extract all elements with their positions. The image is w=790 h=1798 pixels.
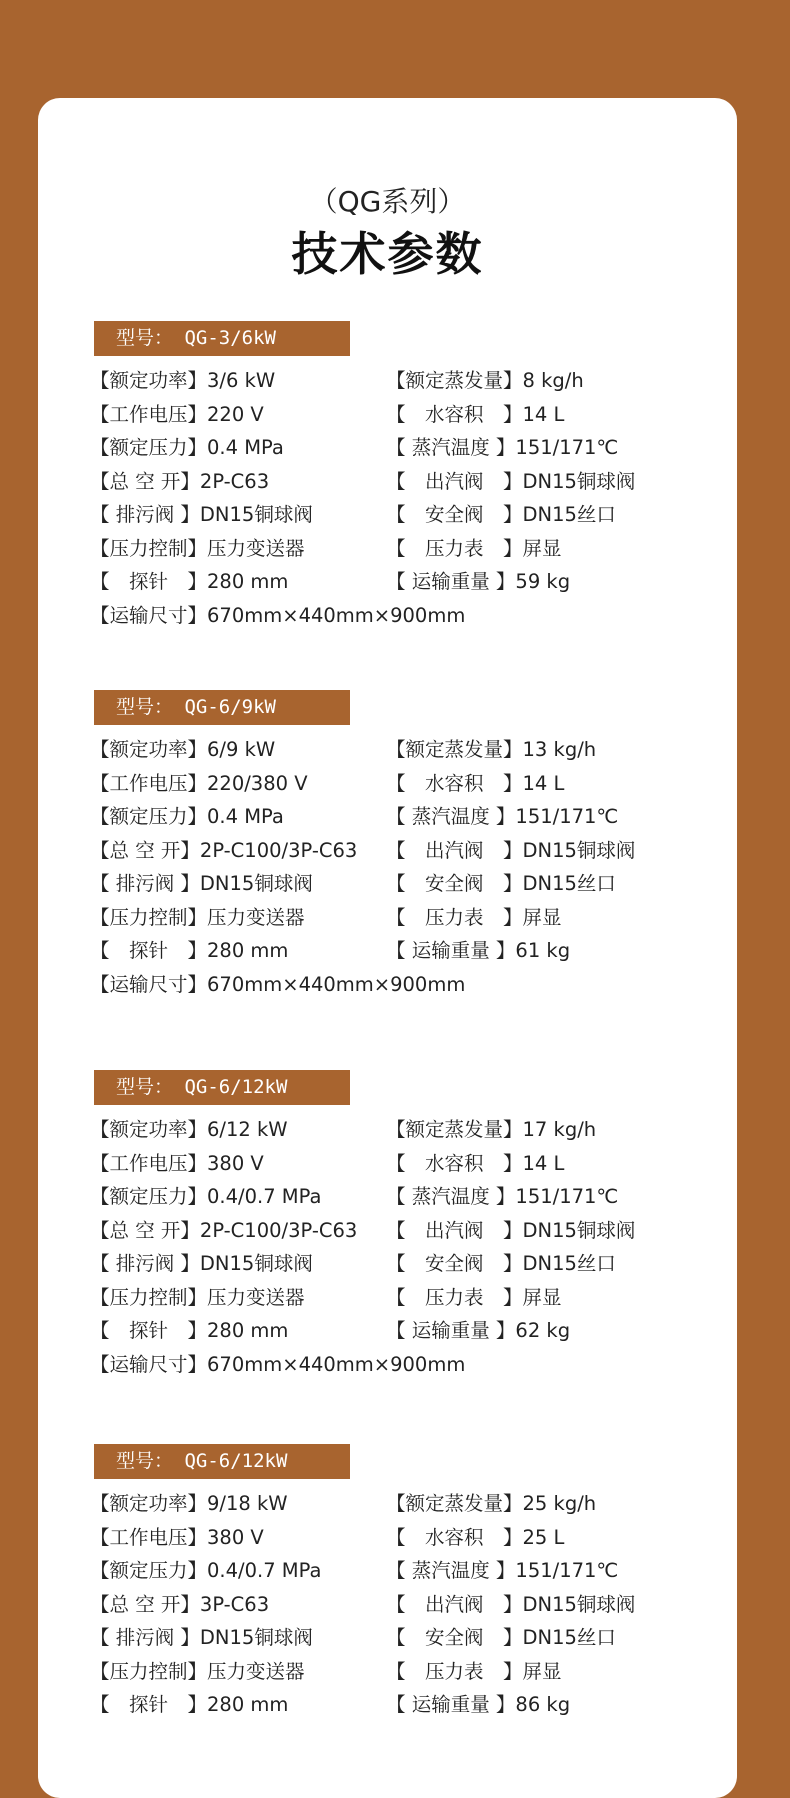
spec-value: 2P-C100/3P-C63 [199,1218,358,1242]
spec-key: 【 运输重量 】 [386,1319,516,1342]
right-spec [386,1521,564,1554]
spec-value: 压力变送器 [207,536,305,560]
spec-row [90,364,704,398]
spec-value: 61 kg [515,939,571,962]
spec-key: 【 排污阀 】 [90,872,200,895]
spec-key: 【 排污阀 】 [90,1252,200,1275]
left-spec [90,498,313,531]
spec-value: 2P-C100/3P-C63 [199,838,358,862]
spec-key: 【 运输重量 】 [386,939,516,962]
spec-value: 62 kg [515,1319,571,1342]
spec-key: 【总 空 开】 [90,469,200,493]
spec-row [90,1314,704,1348]
left-spec [90,398,264,431]
spec-key: 【额定压力】 [90,1559,208,1582]
spec-key: 【额定压力】 [90,436,208,459]
spec-row [90,1281,704,1315]
left-spec [90,934,288,967]
spec-key: 【压力控制】 [90,905,208,929]
left-spec [90,834,357,867]
spec-row [90,498,704,532]
left-spec [90,465,269,498]
spec-value: 13 kg/h [522,738,597,761]
spec-row [90,1180,704,1214]
spec-value: 屏显 [522,1659,562,1683]
right-spec [386,1554,618,1587]
spec-value: DN15铜球阀 [522,1218,636,1242]
spec-section-3 [90,1070,704,1381]
spec-key: 【工作电压】 [90,1525,208,1549]
spec-value: 14 L [522,1151,565,1175]
spec-value: 压力变送器 [207,905,305,929]
spec-value: 屏显 [522,1285,562,1309]
spec-value: 151/171℃ [515,1559,619,1582]
spec-key: 【 探针 】 [90,939,208,962]
spec-value: DN15铜球阀 [199,872,313,895]
spec-row [90,1588,704,1622]
spec-value: 220/380 V [207,771,308,795]
right-spec [386,1113,596,1146]
spec-value: 280 mm [207,1319,289,1342]
spec-rows [90,1113,704,1381]
left-spec [90,1655,305,1688]
spec-key: 【压力控制】 [90,536,208,560]
right-spec [386,431,618,464]
spec-row [90,834,704,868]
spec-row [90,1655,704,1689]
left-spec [90,1487,288,1520]
spec-value: 压力变送器 [207,1285,305,1309]
series-subtitle: （QG系列） [309,185,466,218]
left-spec [90,1348,465,1381]
spec-key: 【 安全阀 】 [386,872,523,895]
left-spec [90,1688,288,1721]
spec-key: 【 排污阀 】 [90,503,200,526]
spec-row [90,465,704,499]
spec-value: DN15铜球阀 [199,1252,313,1275]
left-spec [90,1281,305,1314]
spec-key: 【 运输重量 】 [386,570,516,593]
spec-value: DN15丝口 [522,503,616,526]
spec-key: 【压力控制】 [90,1285,208,1309]
right-spec [386,465,635,498]
spec-key: 【 探针 】 [90,1319,208,1342]
spec-key: 【总 空 开】 [90,1592,200,1616]
spec-value: 6/9 kW [207,738,276,761]
spec-key: 【总 空 开】 [90,838,200,862]
spec-key: 【运输尺寸】 [90,1352,208,1376]
spec-value: 59 kg [515,570,571,593]
spec-value: 2P-C63 [199,469,270,493]
left-spec [90,1247,313,1280]
right-spec [386,800,618,833]
spec-key: 【额定压力】 [90,1185,208,1208]
model-label: 型号： QG-6/12kW [94,1070,350,1105]
spec-key: 【 蒸汽温度 】 [386,805,516,828]
spec-key: 【 水容积 】 [386,771,523,795]
spec-value: 280 mm [207,570,289,593]
spec-key: 【工作电压】 [90,1151,208,1175]
left-spec [90,733,275,766]
right-spec [386,1147,564,1180]
spec-value: 6/12 kW [207,1118,288,1141]
spec-value: 380 V [207,1525,264,1549]
spec-key: 【工作电压】 [90,402,208,426]
spec-rows [90,733,704,1001]
spec-key: 【额定蒸发量】 [386,1492,523,1515]
spec-key: 【 安全阀 】 [386,503,523,526]
spec-key: 【 水容积 】 [386,1525,523,1549]
spec-key: 【 出汽阀 】 [386,1218,523,1242]
spec-value: 151/171℃ [515,805,619,828]
spec-key: 【 水容积 】 [386,402,523,426]
spec-row [90,1113,704,1147]
spec-value: 280 mm [207,939,289,962]
spec-key: 【运输尺寸】 [90,972,208,996]
spec-row [90,1214,704,1248]
spec-value: 8 kg/h [522,369,584,392]
left-spec [90,1621,313,1654]
spec-key: 【 压力表 】 [386,536,523,560]
spec-value: 压力变送器 [207,1659,305,1683]
right-spec [386,834,635,867]
right-spec [386,767,564,800]
left-spec [90,867,313,900]
right-spec [386,1214,635,1247]
spec-row [90,1554,704,1588]
left-spec [90,364,275,397]
left-spec [90,1588,269,1621]
spec-value: DN15丝口 [522,1626,616,1649]
spec-row [90,1688,704,1722]
spec-value: 14 L [522,771,565,795]
right-spec [386,867,616,900]
spec-key: 【 安全阀 】 [386,1626,523,1649]
left-spec [90,1113,288,1146]
spec-row [90,934,704,968]
spec-rows [90,1487,704,1722]
spec-row [90,867,704,901]
right-spec [386,1281,562,1314]
spec-key: 【 蒸汽温度 】 [386,1559,516,1582]
spec-value: 86 kg [515,1693,571,1716]
page-title: 技术参数 [291,227,484,281]
spec-row [90,968,704,1002]
spec-key: 【工作电压】 [90,771,208,795]
spec-row [90,800,704,834]
spec-row [90,733,704,767]
spec-section-1 [90,321,704,632]
model-label: 型号： QG-6/9kW [94,690,350,725]
spec-value: DN15铜球阀 [522,469,636,493]
spec-key: 【 探针 】 [90,570,208,593]
spec-key: 【压力控制】 [90,1659,208,1683]
spec-section-2 [90,690,704,1001]
right-spec [386,364,584,397]
spec-row [90,767,704,801]
spec-row [90,565,704,599]
right-spec [386,733,596,766]
right-spec [386,1588,635,1621]
right-spec [386,398,564,431]
spec-value: DN15铜球阀 [522,1592,636,1616]
right-spec [386,901,562,934]
left-spec [90,1521,264,1554]
spec-key: 【额定压力】 [90,805,208,828]
spec-key: 【 压力表 】 [386,1285,523,1309]
spec-value: 9/18 kW [207,1492,288,1515]
spec-row [90,1521,704,1555]
left-spec [90,1147,264,1180]
spec-key: 【 蒸汽温度 】 [386,436,516,459]
spec-key: 【 水容积 】 [386,1151,523,1175]
left-spec [90,532,305,565]
spec-key: 【 出汽阀 】 [386,838,523,862]
right-spec [386,565,570,598]
spec-row [90,1621,704,1655]
left-spec [90,800,284,833]
right-spec [386,1487,596,1520]
right-spec [386,1655,562,1688]
spec-value: DN15铜球阀 [522,838,636,862]
spec-value: 220 V [207,402,264,426]
spec-card [38,98,737,1798]
spec-key: 【 蒸汽温度 】 [386,1185,516,1208]
left-spec [90,1554,321,1587]
spec-key: 【额定蒸发量】 [386,1118,523,1141]
spec-value: 14 L [522,402,565,426]
spec-value: 280 mm [207,1693,289,1716]
spec-row [90,532,704,566]
spec-section-4 [90,1444,704,1722]
spec-value: 670mm×440mm×900mm [207,603,466,627]
spec-value: 0.4 MPa [207,805,284,828]
spec-key: 【额定功率】 [90,1492,208,1515]
spec-value: DN15铜球阀 [199,503,313,526]
spec-value: 670mm×440mm×900mm [207,972,466,996]
spec-value: 0.4/0.7 MPa [207,1185,322,1208]
right-spec [386,1688,570,1721]
spec-key: 【额定功率】 [90,738,208,761]
spec-value: 25 kg/h [522,1492,597,1515]
spec-key: 【 探针 】 [90,1693,208,1716]
spec-value: 670mm×440mm×900mm [207,1352,466,1376]
spec-key: 【 运输重量 】 [386,1693,516,1716]
spec-value: 0.4 MPa [207,436,284,459]
right-spec [386,934,570,967]
left-spec [90,1214,357,1247]
spec-row [90,1247,704,1281]
spec-key: 【 压力表 】 [386,905,523,929]
spec-value: 0.4/0.7 MPa [207,1559,322,1582]
spec-key: 【 压力表 】 [386,1659,523,1683]
spec-value: 151/171℃ [515,436,619,459]
left-spec [90,968,465,1001]
spec-row [90,1487,704,1521]
right-spec [386,1621,616,1654]
spec-key: 【额定功率】 [90,369,208,392]
left-spec [90,565,288,598]
spec-rows [90,364,704,632]
left-spec [90,901,305,934]
spec-value: DN15铜球阀 [199,1626,313,1649]
spec-row [90,398,704,432]
spec-key: 【 出汽阀 】 [386,469,523,493]
model-label: 型号： QG-6/12kW [94,1444,350,1479]
spec-key: 【总 空 开】 [90,1218,200,1242]
spec-row [90,1348,704,1382]
spec-value: 屏显 [522,905,562,929]
spec-value: DN15丝口 [522,872,616,895]
spec-value: 17 kg/h [522,1118,597,1141]
spec-row [90,901,704,935]
spec-key: 【额定蒸发量】 [386,369,523,392]
right-spec [386,532,562,565]
spec-value: 3/6 kW [207,369,276,392]
right-spec [386,1247,616,1280]
spec-value: 屏显 [522,536,562,560]
model-label: 型号： QG-3/6kW [94,321,350,356]
spec-key: 【 排污阀 】 [90,1626,200,1649]
spec-row [90,1147,704,1181]
spec-key: 【运输尺寸】 [90,603,208,627]
left-spec [90,767,308,800]
left-spec [90,431,284,464]
left-spec [90,599,465,632]
spec-key: 【额定蒸发量】 [386,738,523,761]
right-spec [386,1180,618,1213]
left-spec [90,1314,288,1347]
right-spec [386,1314,570,1347]
spec-value: 151/171℃ [515,1185,619,1208]
spec-key: 【 安全阀 】 [386,1252,523,1275]
spec-key: 【额定功率】 [90,1118,208,1141]
spec-value: DN15丝口 [522,1252,616,1275]
spec-key: 【 出汽阀 】 [386,1592,523,1616]
spec-row [90,431,704,465]
left-spec [90,1180,321,1213]
right-spec [386,498,616,531]
spec-value: 380 V [207,1151,264,1175]
spec-value: 25 L [522,1525,565,1549]
spec-row [90,599,704,633]
spec-value: 3P-C63 [199,1592,270,1616]
